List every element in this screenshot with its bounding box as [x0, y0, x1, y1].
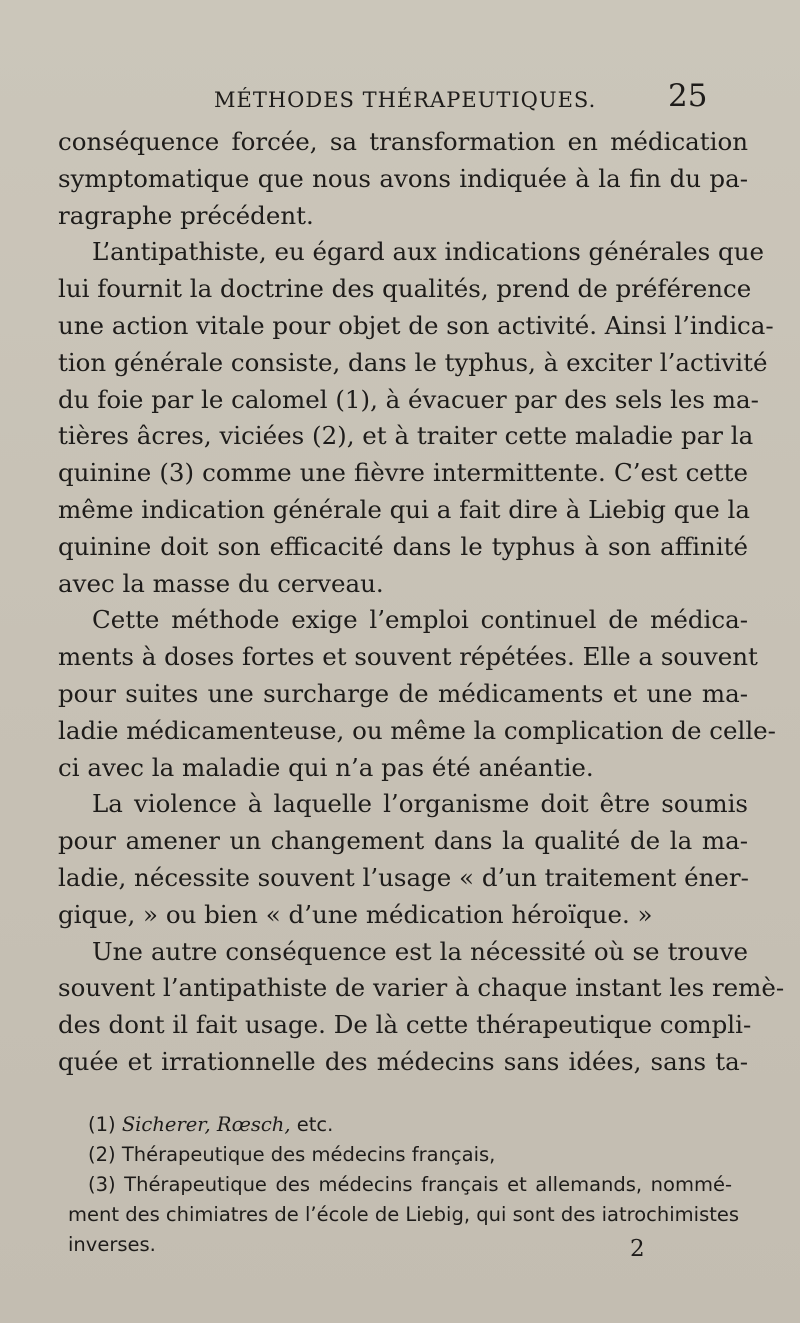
text-line: quée et irrationnelle des médecins sans idées, sans ta-	[58, 1046, 748, 1076]
footnote-1-etc: etc.	[290, 1113, 334, 1136]
text-line: même indication générale qui a fait dire à Liebig que la	[58, 494, 750, 524]
text-line: ragraphe précédent.	[58, 200, 314, 230]
text-line: du foie par le calomel (1), à évacuer par des sels les ma-	[58, 384, 759, 414]
text-line: La violence à laquelle l’organisme doit être soumis	[92, 789, 748, 819]
footnote-3-line-1: (3) Thérapeutique des médecins français et allemands, nommé-	[88, 1173, 732, 1196]
text-line: tion générale consiste, dans le typhus, à exciter l’activité	[58, 347, 768, 377]
footnote-3-line-3: inverses.	[68, 1233, 156, 1256]
footnote-1-authors: Sicherer, Rœsch,	[121, 1113, 291, 1136]
text-line: gique, » ou bien « d’une médication héroïque. »	[58, 899, 653, 929]
text-line: conséquence forcée, sa transformation en médication	[58, 127, 748, 156]
page-number: 25	[668, 78, 708, 114]
text-line: tières âcres, viciées (2), et à traiter cette maladie par la	[58, 421, 754, 451]
text-line: des dont il fait usage. De là cette thérapeutique compli-	[58, 1010, 752, 1040]
text-line: Une autre conséquence est la nécessité où se trouve	[92, 936, 748, 966]
text-line: L’antipathiste, eu égard aux indications générales que	[92, 237, 764, 267]
text-line: avec la masse du cerveau.	[58, 568, 384, 598]
text-line: pour suites une surcharge de médicaments et une ma-	[58, 678, 748, 708]
footnote-1	[68, 1110, 732, 1140]
text-line: ladie, nécessite souvent l’usage « d’un traitement éner-	[58, 862, 749, 892]
text-line: ladie médicamenteuse, ou même la complication de celle-	[58, 715, 776, 745]
text-line: ci avec la maladie qui n’a pas été anéantie.	[58, 752, 594, 782]
text-line: quinine doit son efficacité dans le typhus à son affinité	[58, 531, 748, 561]
text-line: quinine (3) comme une fièvre intermittente. C’est cette	[58, 458, 748, 488]
text-line: une action vitale pour objet de son activité. Ainsi l’indica-	[58, 310, 774, 340]
body-text	[58, 124, 785, 1081]
footnote-3-line-2: ment des chimiatres de l’école de Liebig, qui sont des iatrochimistes	[68, 1203, 740, 1226]
text-line: lui fournit la doctrine des qualités, prend de préférence	[58, 274, 752, 304]
text-line: Cette méthode exige l’emploi continuel de médica-	[92, 605, 748, 635]
text-line: symptomatique que nous avons indiquée à la fin du pa-	[58, 163, 748, 193]
text-line: souvent l’antipathiste de varier à chaque instant les remè-	[58, 973, 785, 1003]
signature-mark: 2	[630, 1236, 645, 1262]
text-line: ments à doses fortes et souvent répétées. Elle a souvent	[58, 642, 758, 672]
running-head: MÉTHODES THÉRAPEUTIQUES.	[214, 88, 597, 112]
page-header	[0, 74, 800, 114]
footnote-2: (2) Thérapeutique des médecins français,	[88, 1143, 496, 1166]
footnote-1-marker: (1)	[88, 1113, 116, 1136]
text-line: pour amener un changement dans la qualité de la ma-	[58, 826, 748, 856]
